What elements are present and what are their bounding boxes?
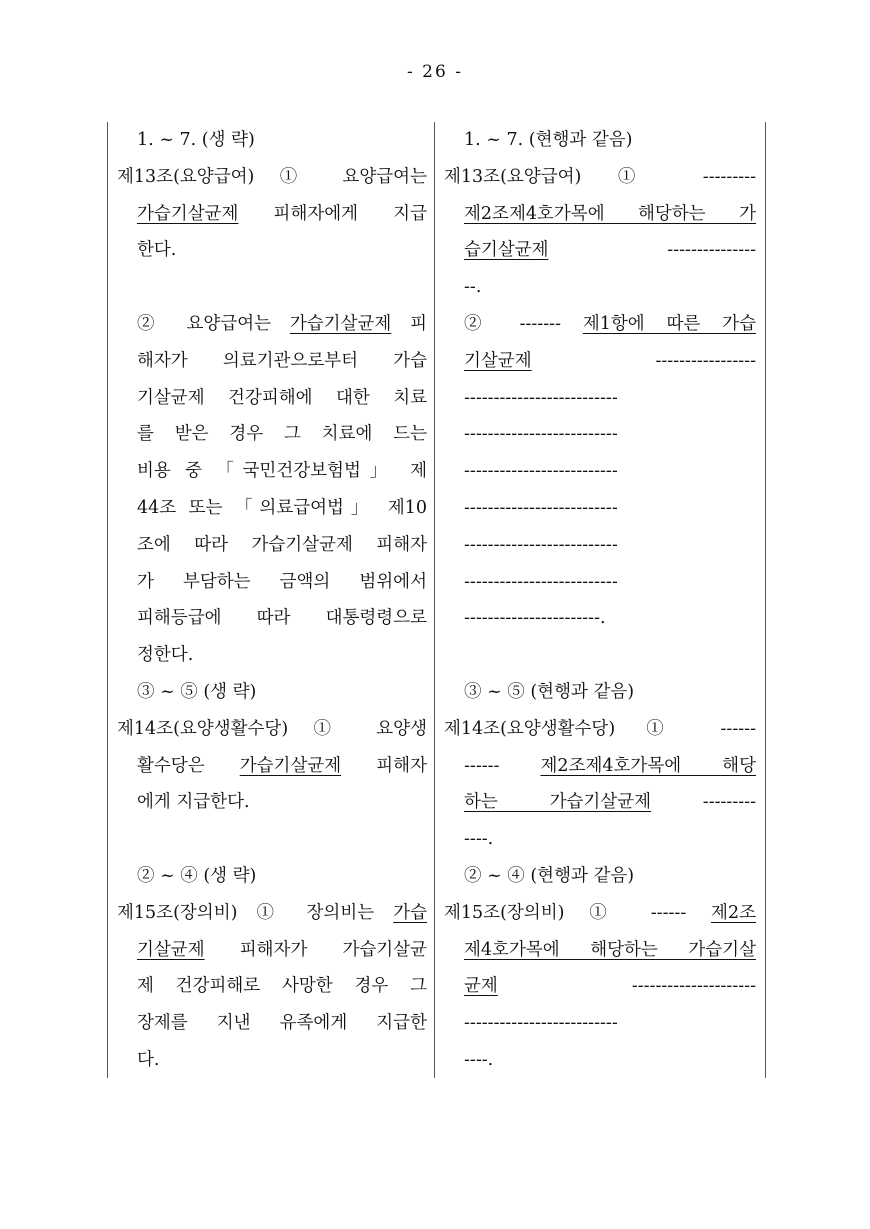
underlined-text: 제4호가목에 해당하는 가습기살 (464, 939, 756, 960)
text-line: 를 받은 경우 그 치료에 드는 (137, 424, 427, 445)
text-line: 다. (137, 1049, 160, 1070)
text-line: 비용 중 「국민건강보험법」 제 (137, 461, 427, 482)
comparison-table (107, 122, 766, 1078)
underlined-text: 가습기살균제 (239, 755, 342, 776)
text-line: ③ ~ ⑤ (생 략) (137, 681, 257, 702)
text-segment: 활수당은 (137, 755, 240, 776)
underlined-text: 가습기살균제 (289, 313, 392, 334)
text-line (117, 748, 427, 785)
text-line: 가 부담하는 금액의 범위에서 (137, 571, 427, 592)
underlined-text: 하는 가습기살균제 (464, 792, 652, 813)
text-segment: --------------------- (497, 976, 756, 997)
text-line: 한다. (137, 240, 177, 261)
text-line: -----------------------. (464, 608, 606, 629)
text-line: -------------------------- (464, 534, 618, 555)
text-line: 조에 따라 가습기살균제 피해자 (137, 534, 427, 555)
underlined-text: 가습 (393, 902, 427, 923)
text-segment: 제15조(장의비) ① ------ (444, 902, 712, 923)
text-line: 제14조(요양생활수당) ① 요양생 (117, 718, 427, 739)
text-line (444, 232, 756, 269)
text-line (444, 748, 756, 785)
text-segment: ② 요양급여는 (137, 313, 290, 334)
text-line: -------------------------- (464, 497, 618, 518)
text-segment: ----------------- (531, 350, 756, 371)
text-line (444, 306, 756, 343)
text-line: -------------------------- (464, 1013, 618, 1034)
text-line: 1. ~ 7. (생 략) (137, 130, 255, 150)
text-line (444, 343, 756, 380)
text-segment: 피 (391, 313, 427, 334)
text-line: ----. (464, 829, 494, 850)
text-line (117, 306, 427, 343)
text-line: 1. ~ 7. (현행과 같음) (464, 130, 633, 150)
text-line: -------------------------- (464, 387, 618, 408)
text-line: 에게 지급한다. (137, 792, 250, 813)
text-line: 해자가 의료기관으로부터 가습 (137, 350, 427, 371)
text-segment: ------ (464, 755, 541, 776)
text-line (444, 784, 756, 821)
page-number: - 26 - (407, 62, 463, 82)
table-border-right (765, 122, 766, 1078)
text-segment: --------------- (548, 240, 756, 261)
text-segment: 제15조(장의비) ① 장의비는 (117, 902, 394, 923)
text-line: ③ ~ ⑤ (현행과 같음) (464, 681, 635, 702)
text-line: 정한다. (137, 645, 194, 666)
text-segment: ② ------- (464, 313, 583, 334)
text-line (117, 895, 427, 932)
text-line (444, 637, 756, 674)
text-line: 제13조(요양급여) ① --------- (444, 166, 756, 187)
current-law-column (117, 122, 427, 1079)
underlined-text: 제2조제4호가목에 해당하는 가 (464, 203, 756, 224)
text-line (444, 196, 756, 233)
text-line: ② ~ ④ (현행과 같음) (464, 865, 635, 886)
text-line: 제14조(요양생활수당) ① ------ (444, 718, 756, 739)
underlined-text: 가습기살균제 (137, 203, 239, 224)
underlined-text: 제2조 (711, 902, 756, 923)
text-line: 제 건강피해로 사망한 경우 그 (137, 976, 427, 997)
text-line (117, 821, 427, 858)
text-line: 피해등급에 따라 대통령령으로 (137, 608, 427, 629)
text-segment: 피해자가 가습기살균 (204, 939, 427, 960)
text-line (117, 932, 427, 969)
text-line (444, 895, 756, 932)
text-line (444, 968, 756, 1005)
text-line: 44조 또는 「의료급여법」 제10 (137, 497, 427, 518)
text-line (117, 269, 427, 306)
text-line: 장제를 지낸 유족에게 지급한 (137, 1013, 427, 1034)
underlined-text: 습기살균제 (464, 240, 549, 261)
underlined-text: 기살균제 (464, 350, 532, 371)
text-line: -------------------------- (464, 424, 618, 445)
text-line: -------------------------- (464, 461, 618, 482)
underlined-text: 균제 (464, 976, 498, 997)
text-line (117, 196, 427, 233)
table-border-left (107, 122, 108, 1078)
underlined-text: 제1항에 따른 가습 (582, 313, 756, 334)
amendment-column (444, 122, 756, 1079)
text-line: ----. (464, 1049, 494, 1070)
text-line: --. (464, 277, 482, 298)
text-line: ② ~ ④ (생 략) (137, 865, 257, 886)
text-line: -------------------------- (464, 571, 618, 592)
text-line: 제13조(요양급여) ① 요양급여는 (117, 166, 427, 187)
text-segment: 피해자에게 지급 (238, 203, 427, 224)
text-line (444, 932, 756, 969)
underlined-text: 제2조제4호가목에 해당 (540, 755, 756, 776)
underlined-text: 기살균제 (137, 939, 205, 960)
text-segment: --------- (651, 792, 756, 813)
table-divider (434, 122, 435, 1078)
text-line: 기살균제 건강피해에 대한 치료 (137, 387, 427, 408)
text-segment: 피해자 (341, 755, 427, 776)
